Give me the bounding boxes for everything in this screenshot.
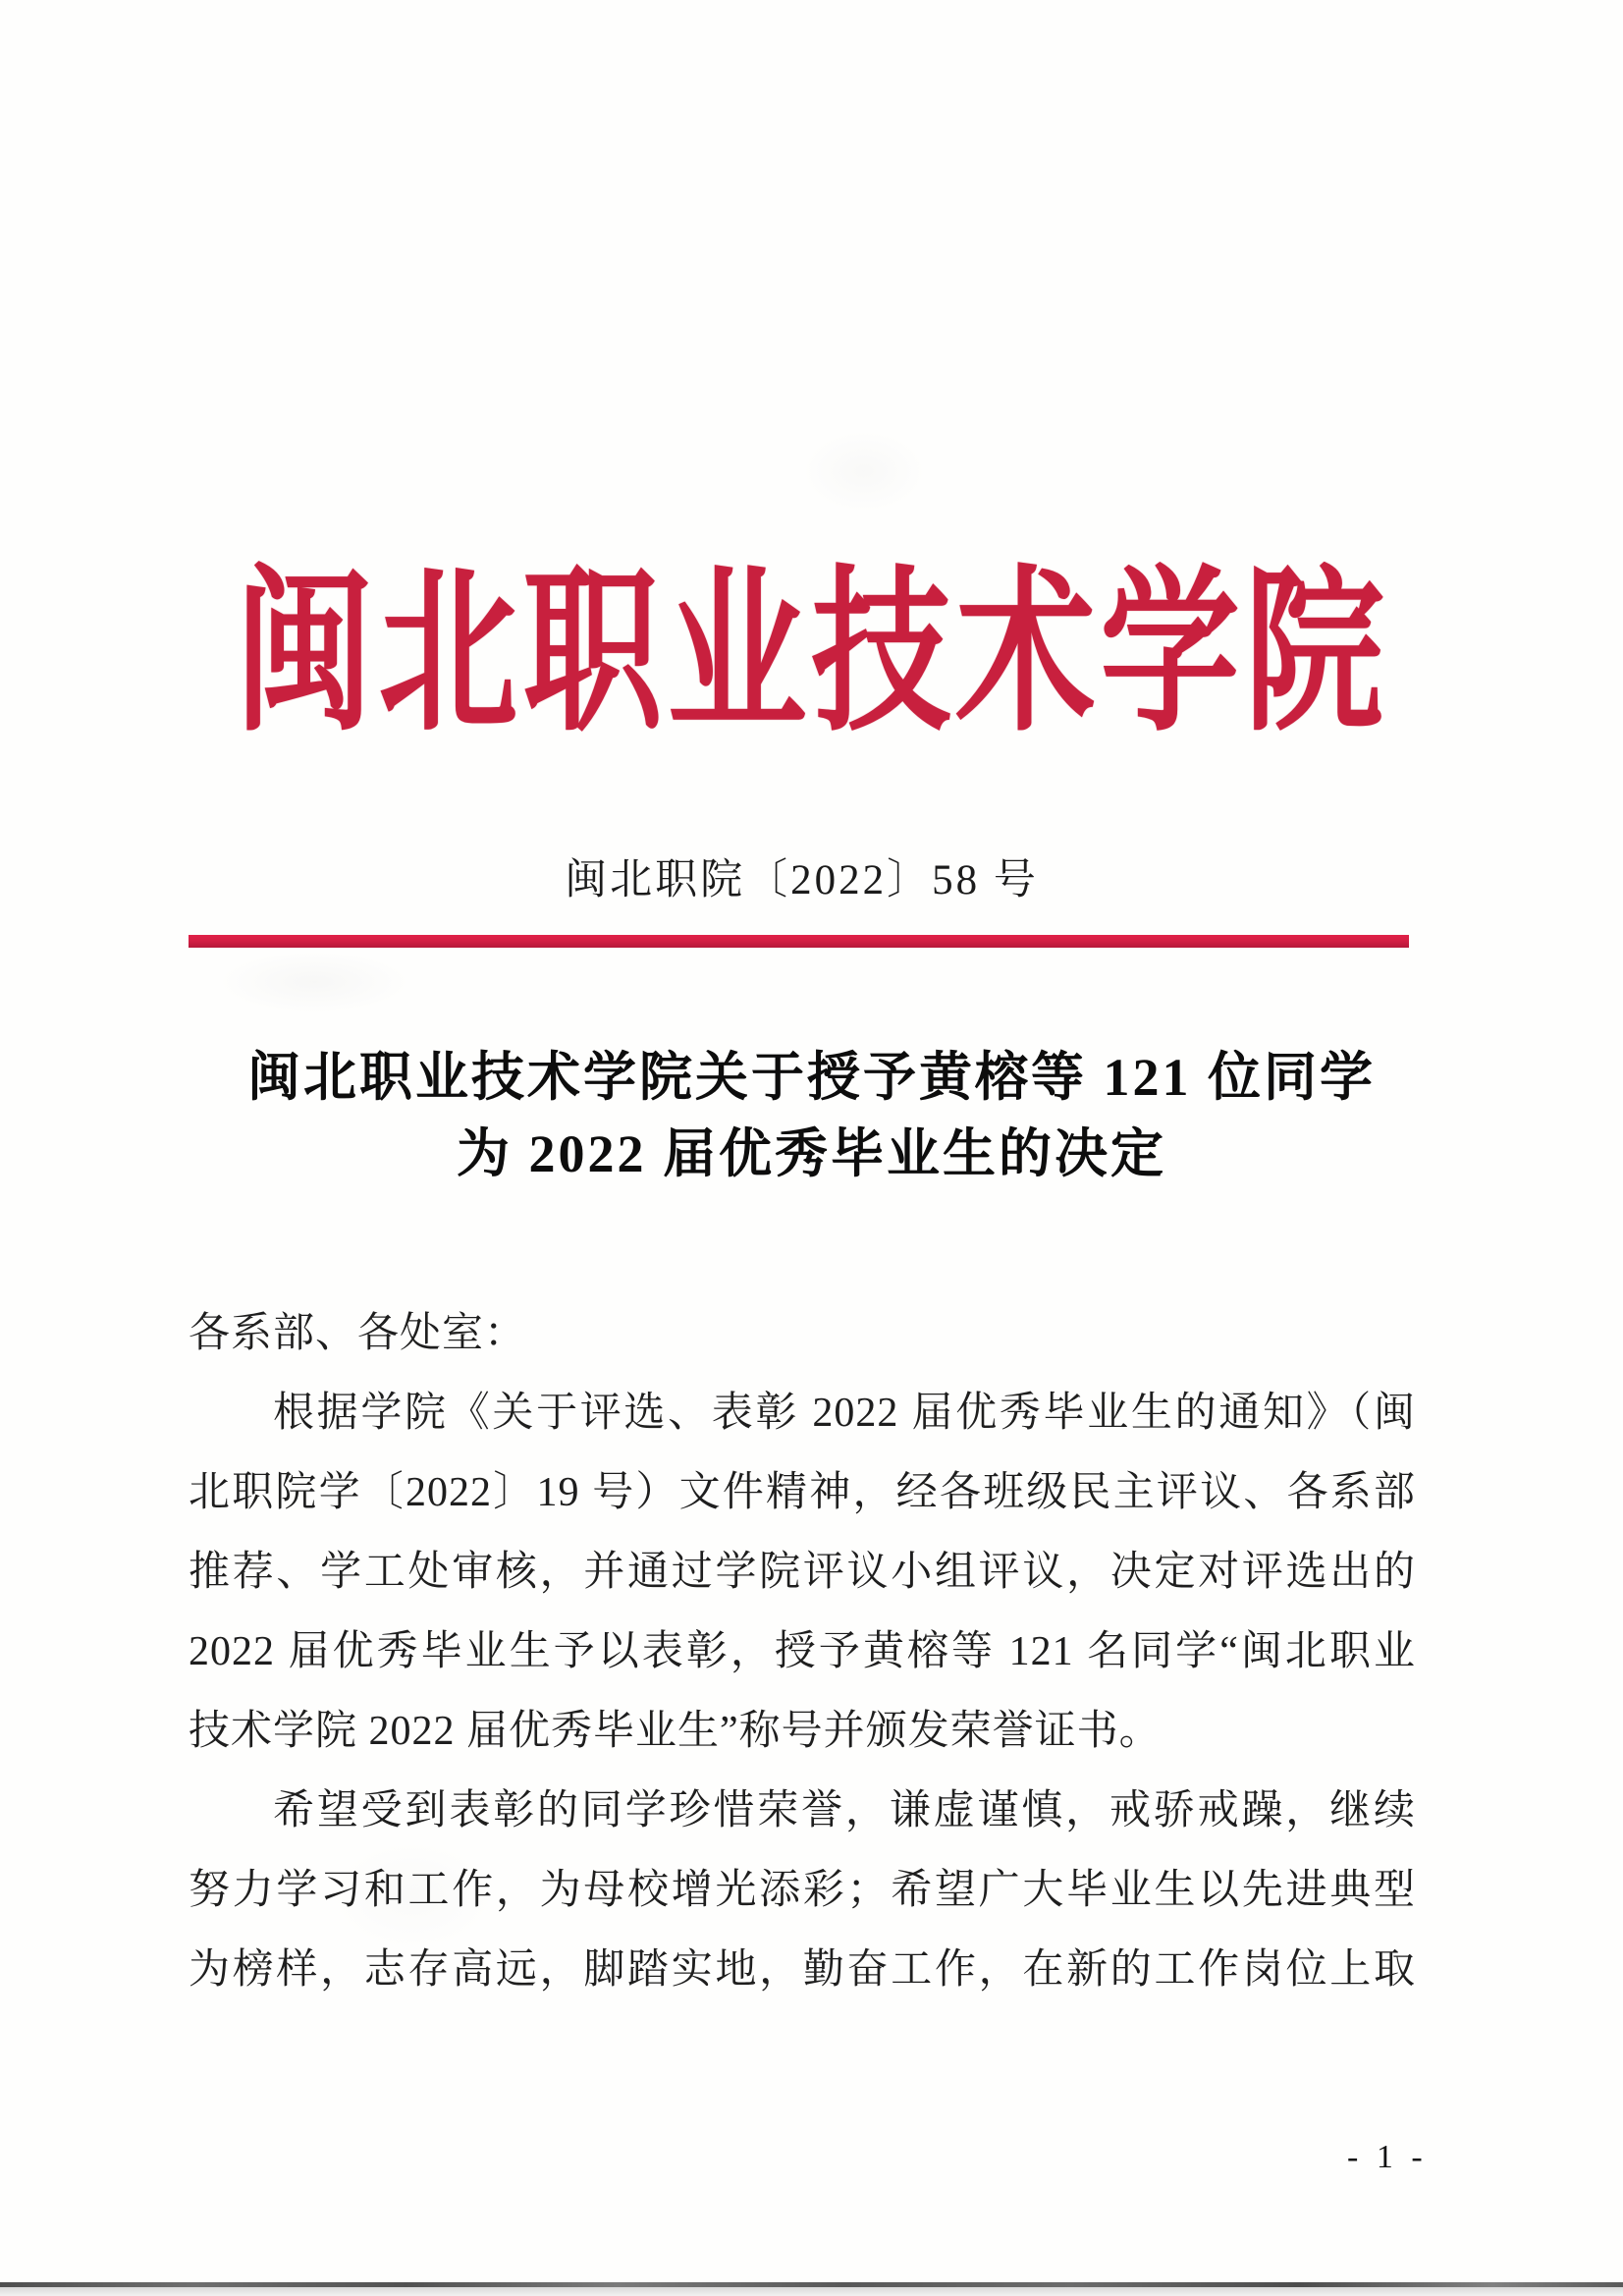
body-line: 技术学院 2022 届优秀毕业生”称号并颁发荣誉证书。 bbox=[189, 1709, 1162, 1754]
body-line: 根据学院《关于评选、表彰 2022 届优秀毕业生的通知》（闽 bbox=[273, 1391, 1416, 1436]
body-line: 2022 届优秀毕业生予以表彰，授予黄榕等 121 名同学“闽北职业 bbox=[189, 1629, 1416, 1674]
body-line: 北职院学〔2022〕19 号）文件精神，经各班级民主评议、各系部 bbox=[189, 1470, 1416, 1515]
decision-title-line-2: 为 2022 届优秀毕业生的决定 bbox=[457, 1124, 1166, 1183]
document-body bbox=[189, 1294, 1416, 2010]
body-line: 努力学习和工作，为母校增光添彩；希望广大毕业生以先进典型 bbox=[189, 1868, 1416, 1913]
scan-edge-below-artifact bbox=[0, 2287, 1623, 2296]
body-line: 为榜样，志存高远，脚踏实地，勤奋工作，在新的工作岗位上取 bbox=[189, 1947, 1416, 1993]
decision-title-line-1: 闽北职业技术学院关于授予黄榕等 121 位同学 bbox=[247, 1048, 1376, 1107]
page-number: - 1 - bbox=[1347, 2139, 1428, 2175]
letterhead-college-name: 闽北职业技术学院 bbox=[234, 555, 1389, 752]
salutation-line: 各系部、各处室： bbox=[189, 1311, 527, 1356]
body-line: 希望受到表彰的同学珍惜荣誉，谦虚谨慎，戒骄戒躁，继续 bbox=[273, 1788, 1416, 1833]
red-divider-rule bbox=[189, 935, 1409, 948]
doc-number: 闽北职院〔2022〕58 号 bbox=[565, 857, 1039, 903]
letterhead bbox=[0, 546, 1623, 752]
decision-title bbox=[0, 1039, 1623, 1192]
body-line: 推荐、学工处审核，并通过学院评议小组评议，决定对评选出的 bbox=[189, 1550, 1416, 1595]
